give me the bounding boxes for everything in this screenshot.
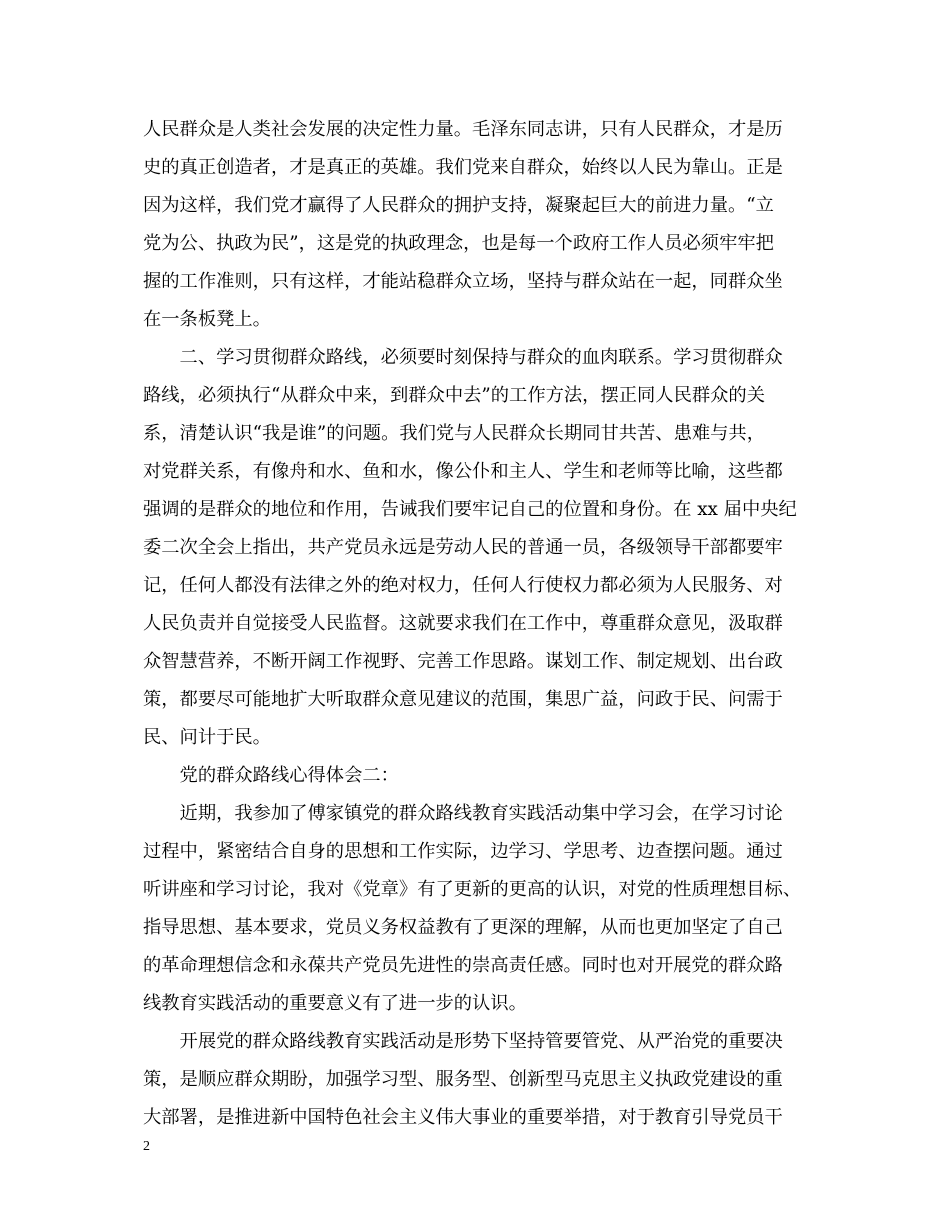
text-line: 二、学习贯彻群众路线，必须要时刻保持与群众的血肉联系。学习贯彻群众 bbox=[143, 347, 783, 368]
text-line: 在一条板凳上。 bbox=[143, 309, 271, 330]
text-line: 众智慧营养，不断开阔工作视野、完善工作思路。谋划工作、制定规划、出台政 bbox=[143, 651, 783, 672]
page-number: 2 bbox=[143, 1139, 150, 1154]
text-line: 的革命理想信念和永葆共产党员先进性的崇高责任感。同时也对开展党的群众路 bbox=[143, 955, 783, 976]
text-line: 党为公、执政为民”，这是党的执政理念，也是每一个政府工作人员必须牢牢把 bbox=[143, 233, 774, 254]
text-line: 线教育实践活动的重要意义有了进一步的认识。 bbox=[143, 993, 527, 1014]
text-line: 对党群关系，有像舟和水、鱼和水，像公仆和主人、学生和老师等比喻，这些都 bbox=[143, 461, 783, 482]
text-line: 党的群众路线心得体会二： bbox=[143, 765, 399, 786]
text-line: 过程中，紧密结合自身的思想和工作实际，边学习、学思考、边查摆问题。通过 bbox=[143, 841, 783, 862]
text-line: 听讲座和学习讨论，我对《党章》有了更新的更高的认识，对党的性质理想目标、 bbox=[143, 879, 802, 900]
text-line: 因为这样，我们党才赢得了人民群众的拥护支持，凝聚起巨大的前进力量。“立 bbox=[143, 195, 774, 216]
text-line: 史的真正创造者，才是真正的英雄。我们党来自群众，始终以人民为靠山。正是 bbox=[143, 157, 783, 178]
text-line: 路线，必须执行“从群众中来，到群众中去”的工作方法，摆正同人民群众的关 bbox=[143, 385, 765, 406]
text-line: 近期，我参加了傅家镇党的群众路线教育实践活动集中学习会，在学习讨论 bbox=[143, 803, 783, 824]
text-line: 策，都要尽可能地扩大听取群众意见建议的范围，集思广益，问政于民、问需于 bbox=[143, 689, 783, 710]
text-line: 大部署，是推进新中国特色社会主义伟大事业的重要举措，对于教育引导党员干 bbox=[143, 1107, 783, 1128]
text-line: 握的工作准则，只有这样，才能站稳群众立场，坚持与群众站在一起，同群众坐 bbox=[143, 271, 783, 292]
text-line: 强调的是群众的地位和作用，告诫我们要牢记自己的位置和身份。在 xx 届中央纪 bbox=[143, 499, 797, 520]
text-line: 记，任何人都没有法律之外的绝对权力，任何人行使权力都必须为人民服务、对 bbox=[143, 575, 783, 596]
text-line: 人民群众是人类社会发展的决定性力量。毛泽东同志讲，只有人民群众，才是历 bbox=[143, 119, 783, 140]
text-line: 民、问计于民。 bbox=[143, 727, 271, 748]
text-line: 人民负责并自觉接受人民监督。这就要求我们在工作中，尊重群众意见，汲取群 bbox=[143, 613, 783, 634]
text-line: 系，清楚认识“我是谁”的问题。我们党与人民群众长期同甘共苦、患难与共， bbox=[143, 423, 765, 444]
text-line: 指导思想、基本要求，党员义务权益教有了更深的理解，从而也更加坚定了自己 bbox=[143, 917, 783, 938]
text-line: 委二次全会上指出，共产党员永远是劳动人民的普通一员，各级领导干部都要牢 bbox=[143, 537, 783, 558]
text-line: 开展党的群众路线教育实践活动是形势下坚持管要管党、从严治党的重要决 bbox=[143, 1031, 783, 1052]
text-line: 策，是顺应群众期盼，加强学习型、服务型、创新型马克思主义执政党建设的重 bbox=[143, 1069, 783, 1090]
